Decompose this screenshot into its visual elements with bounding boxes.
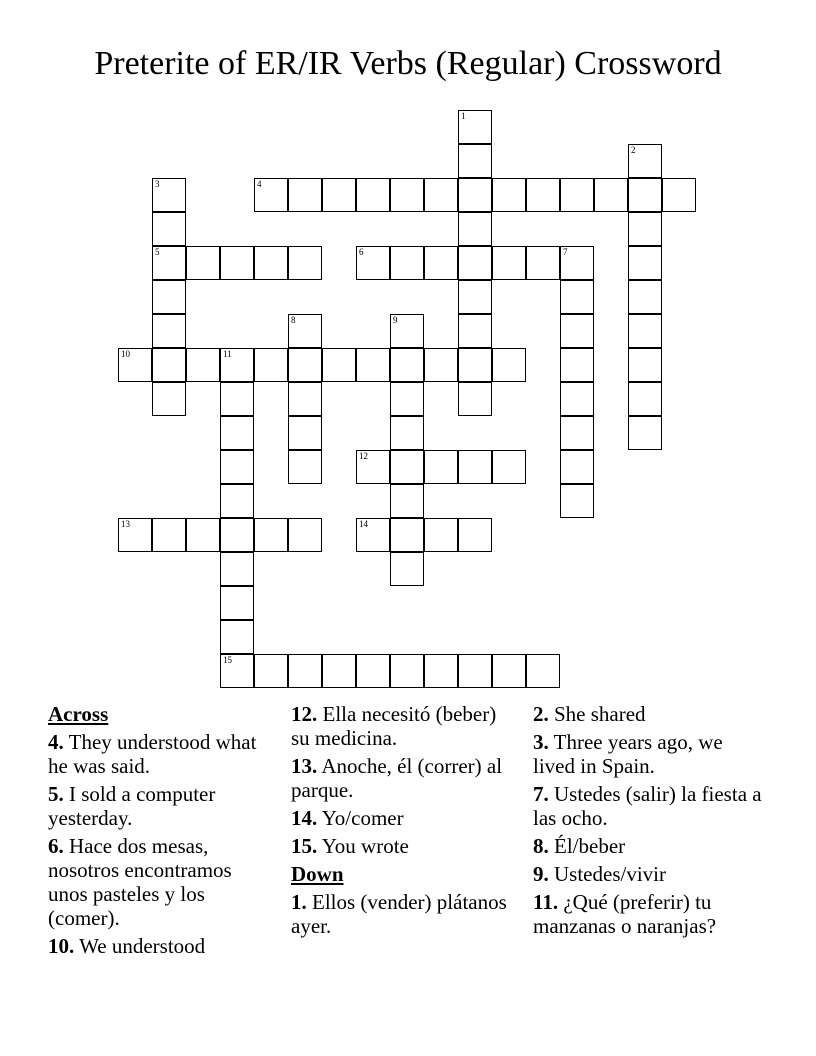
grid-cell[interactable] (560, 382, 594, 416)
grid-cell[interactable] (492, 348, 526, 382)
grid-cell[interactable] (560, 348, 594, 382)
grid-cell[interactable] (390, 484, 424, 518)
grid-cell[interactable] (220, 518, 254, 552)
down-heading: Down (291, 862, 344, 886)
grid-cell[interactable] (152, 382, 186, 416)
grid-cell[interactable] (628, 246, 662, 280)
grid-cell[interactable] (424, 246, 458, 280)
grid-cell[interactable] (526, 178, 560, 212)
grid-cell[interactable] (118, 518, 152, 552)
clues-column-2 (291, 702, 516, 942)
grid-cell[interactable] (458, 348, 492, 382)
grid-cell[interactable] (220, 246, 254, 280)
page-title: Preterite of ER/IR Verbs (Regular) Crossword (94, 45, 722, 82)
grid-cell[interactable] (254, 178, 288, 212)
grid-cell[interactable] (186, 246, 220, 280)
grid-cell[interactable] (220, 654, 254, 688)
clue-across-14: 14. Yo/comer (291, 806, 404, 830)
grid-cell[interactable] (492, 450, 526, 484)
grid-cell[interactable] (220, 450, 254, 484)
clue-number: 3 (155, 179, 160, 189)
grid-cell[interactable] (152, 280, 186, 314)
grid-cell[interactable] (390, 416, 424, 450)
grid-cell[interactable] (322, 654, 356, 688)
grid-cell[interactable] (118, 348, 152, 382)
clue-down-2: 2. She shared (533, 702, 646, 726)
grid-cell[interactable] (458, 178, 492, 212)
grid-cell[interactable] (220, 348, 254, 382)
grid-cell[interactable] (458, 314, 492, 348)
grid-cell[interactable] (390, 382, 424, 416)
grid-cell[interactable] (424, 348, 458, 382)
grid-cell[interactable] (288, 314, 322, 348)
clue-across-6: 6. Hace dos mesas, nosotros encontramos unos pasteles y los (comer). (48, 834, 232, 930)
grid-cell[interactable] (560, 178, 594, 212)
grid-cell[interactable] (458, 212, 492, 246)
grid-cell[interactable] (560, 246, 594, 280)
clue-number: 9 (393, 315, 398, 325)
grid-cell[interactable] (390, 348, 424, 382)
grid-cell[interactable] (458, 654, 492, 688)
grid-cell[interactable] (288, 416, 322, 450)
grid-cell[interactable] (560, 416, 594, 450)
clue-across-10: 10. We understood (48, 934, 206, 958)
across-heading: Across (48, 702, 109, 726)
grid-cell[interactable] (390, 654, 424, 688)
clue-across-15: 15. You wrote (291, 834, 409, 858)
grid-cell[interactable] (390, 178, 424, 212)
grid-cell[interactable] (390, 518, 424, 552)
grid-cell[interactable] (288, 348, 322, 382)
grid-cell[interactable] (424, 518, 458, 552)
grid-cell[interactable] (628, 382, 662, 416)
clue-down-11: 11. ¿Qué (preferir) tu manzanas o naranjas? (533, 890, 717, 938)
clue-number: 11 (223, 349, 232, 359)
grid-cell[interactable] (220, 620, 254, 654)
clue-number: 6 (359, 247, 364, 257)
grid-cell[interactable] (560, 314, 594, 348)
grid-cell[interactable] (356, 178, 390, 212)
grid-cell[interactable] (152, 178, 186, 212)
clue-down-3: 3. Three years ago, we lived in Spain. (533, 730, 723, 778)
grid-cell[interactable] (628, 212, 662, 246)
clue-down-8: 8. Él/beber (533, 834, 626, 858)
grid-cell[interactable] (526, 654, 560, 688)
grid-cell[interactable] (288, 382, 322, 416)
clue-number: 1 (461, 111, 466, 121)
grid-cell[interactable] (628, 280, 662, 314)
grid-cell[interactable] (628, 178, 662, 212)
grid-cell[interactable] (186, 348, 220, 382)
grid-cell[interactable] (628, 348, 662, 382)
clues-column-1 (48, 702, 273, 962)
grid-cell[interactable] (458, 450, 492, 484)
grid-cell[interactable] (288, 450, 322, 484)
grid-cell[interactable] (390, 450, 424, 484)
clue-number: 10 (121, 349, 130, 359)
grid-cell[interactable] (254, 246, 288, 280)
grid-cell[interactable] (288, 654, 322, 688)
grid-cell[interactable] (152, 212, 186, 246)
grid-cell[interactable] (152, 518, 186, 552)
grid-cell[interactable] (356, 450, 390, 484)
grid-cell[interactable] (356, 348, 390, 382)
grid-cell[interactable] (662, 178, 696, 212)
clue-across-5: 5. I sold a computer yesterday. (48, 782, 216, 830)
clue-number: 15 (223, 655, 232, 665)
grid-cell[interactable] (220, 586, 254, 620)
grid-cell[interactable] (322, 348, 356, 382)
clue-number: 12 (359, 451, 368, 461)
grid-cell[interactable] (628, 314, 662, 348)
grid-cell[interactable] (628, 416, 662, 450)
grid-cell[interactable] (458, 110, 492, 144)
grid-cell[interactable] (152, 348, 186, 382)
grid-cell[interactable] (458, 518, 492, 552)
clue-across-4: 4. They understood what he was said. (48, 730, 257, 778)
grid-cell[interactable] (322, 178, 356, 212)
grid-cell[interactable] (492, 178, 526, 212)
grid-cell[interactable] (390, 246, 424, 280)
grid-cell[interactable] (152, 246, 186, 280)
grid-cell[interactable] (288, 178, 322, 212)
grid-cell[interactable] (254, 654, 288, 688)
grid-cell[interactable] (458, 246, 492, 280)
grid-cell[interactable] (356, 246, 390, 280)
grid-cell[interactable] (288, 246, 322, 280)
grid-cell[interactable] (390, 314, 424, 348)
clue-number: 4 (257, 179, 262, 189)
clue-number: 2 (631, 145, 636, 155)
clue-number: 14 (359, 519, 368, 529)
grid-cell[interactable] (220, 552, 254, 586)
grid-cell[interactable] (458, 382, 492, 416)
grid-cell[interactable] (288, 518, 322, 552)
grid-cell[interactable] (492, 246, 526, 280)
grid-cell[interactable] (560, 450, 594, 484)
clues-column-3 (533, 702, 763, 942)
grid-cell[interactable] (356, 518, 390, 552)
clue-across-13: 13. Anoche, él (correr) al parque. (291, 754, 503, 802)
grid-cell[interactable] (424, 654, 458, 688)
grid-cell[interactable] (220, 484, 254, 518)
grid-cell[interactable] (220, 416, 254, 450)
grid-cell[interactable] (458, 280, 492, 314)
clue-number: 7 (563, 247, 568, 257)
clue-down-9: 9. Ustedes/vivir (533, 862, 666, 886)
clue-down-7: 7. Ustedes (salir) la fiesta a las ocho. (533, 782, 762, 830)
grid-cell[interactable] (220, 382, 254, 416)
grid-cell[interactable] (628, 144, 662, 178)
clue-across-12: 12. Ella necesitó (beber) su medicina. (291, 702, 497, 750)
grid-cell[interactable] (254, 518, 288, 552)
grid-cell[interactable] (356, 654, 390, 688)
clue-number: 13 (121, 519, 130, 529)
grid-cell[interactable] (526, 246, 560, 280)
grid-cell[interactable] (390, 552, 424, 586)
grid-cell[interactable] (560, 280, 594, 314)
grid-cell[interactable] (424, 178, 458, 212)
grid-cell[interactable] (424, 450, 458, 484)
grid-cell[interactable] (560, 484, 594, 518)
grid-cell[interactable] (458, 144, 492, 178)
grid-cell[interactable] (254, 348, 288, 382)
clue-down-1: 1. Ellos (vender) plátanos ayer. (291, 890, 507, 938)
grid-cell[interactable] (492, 654, 526, 688)
grid-cell[interactable] (594, 178, 628, 212)
clue-number: 5 (155, 247, 160, 257)
clue-number: 8 (291, 315, 296, 325)
grid-cell[interactable] (152, 314, 186, 348)
grid-cell[interactable] (186, 518, 220, 552)
